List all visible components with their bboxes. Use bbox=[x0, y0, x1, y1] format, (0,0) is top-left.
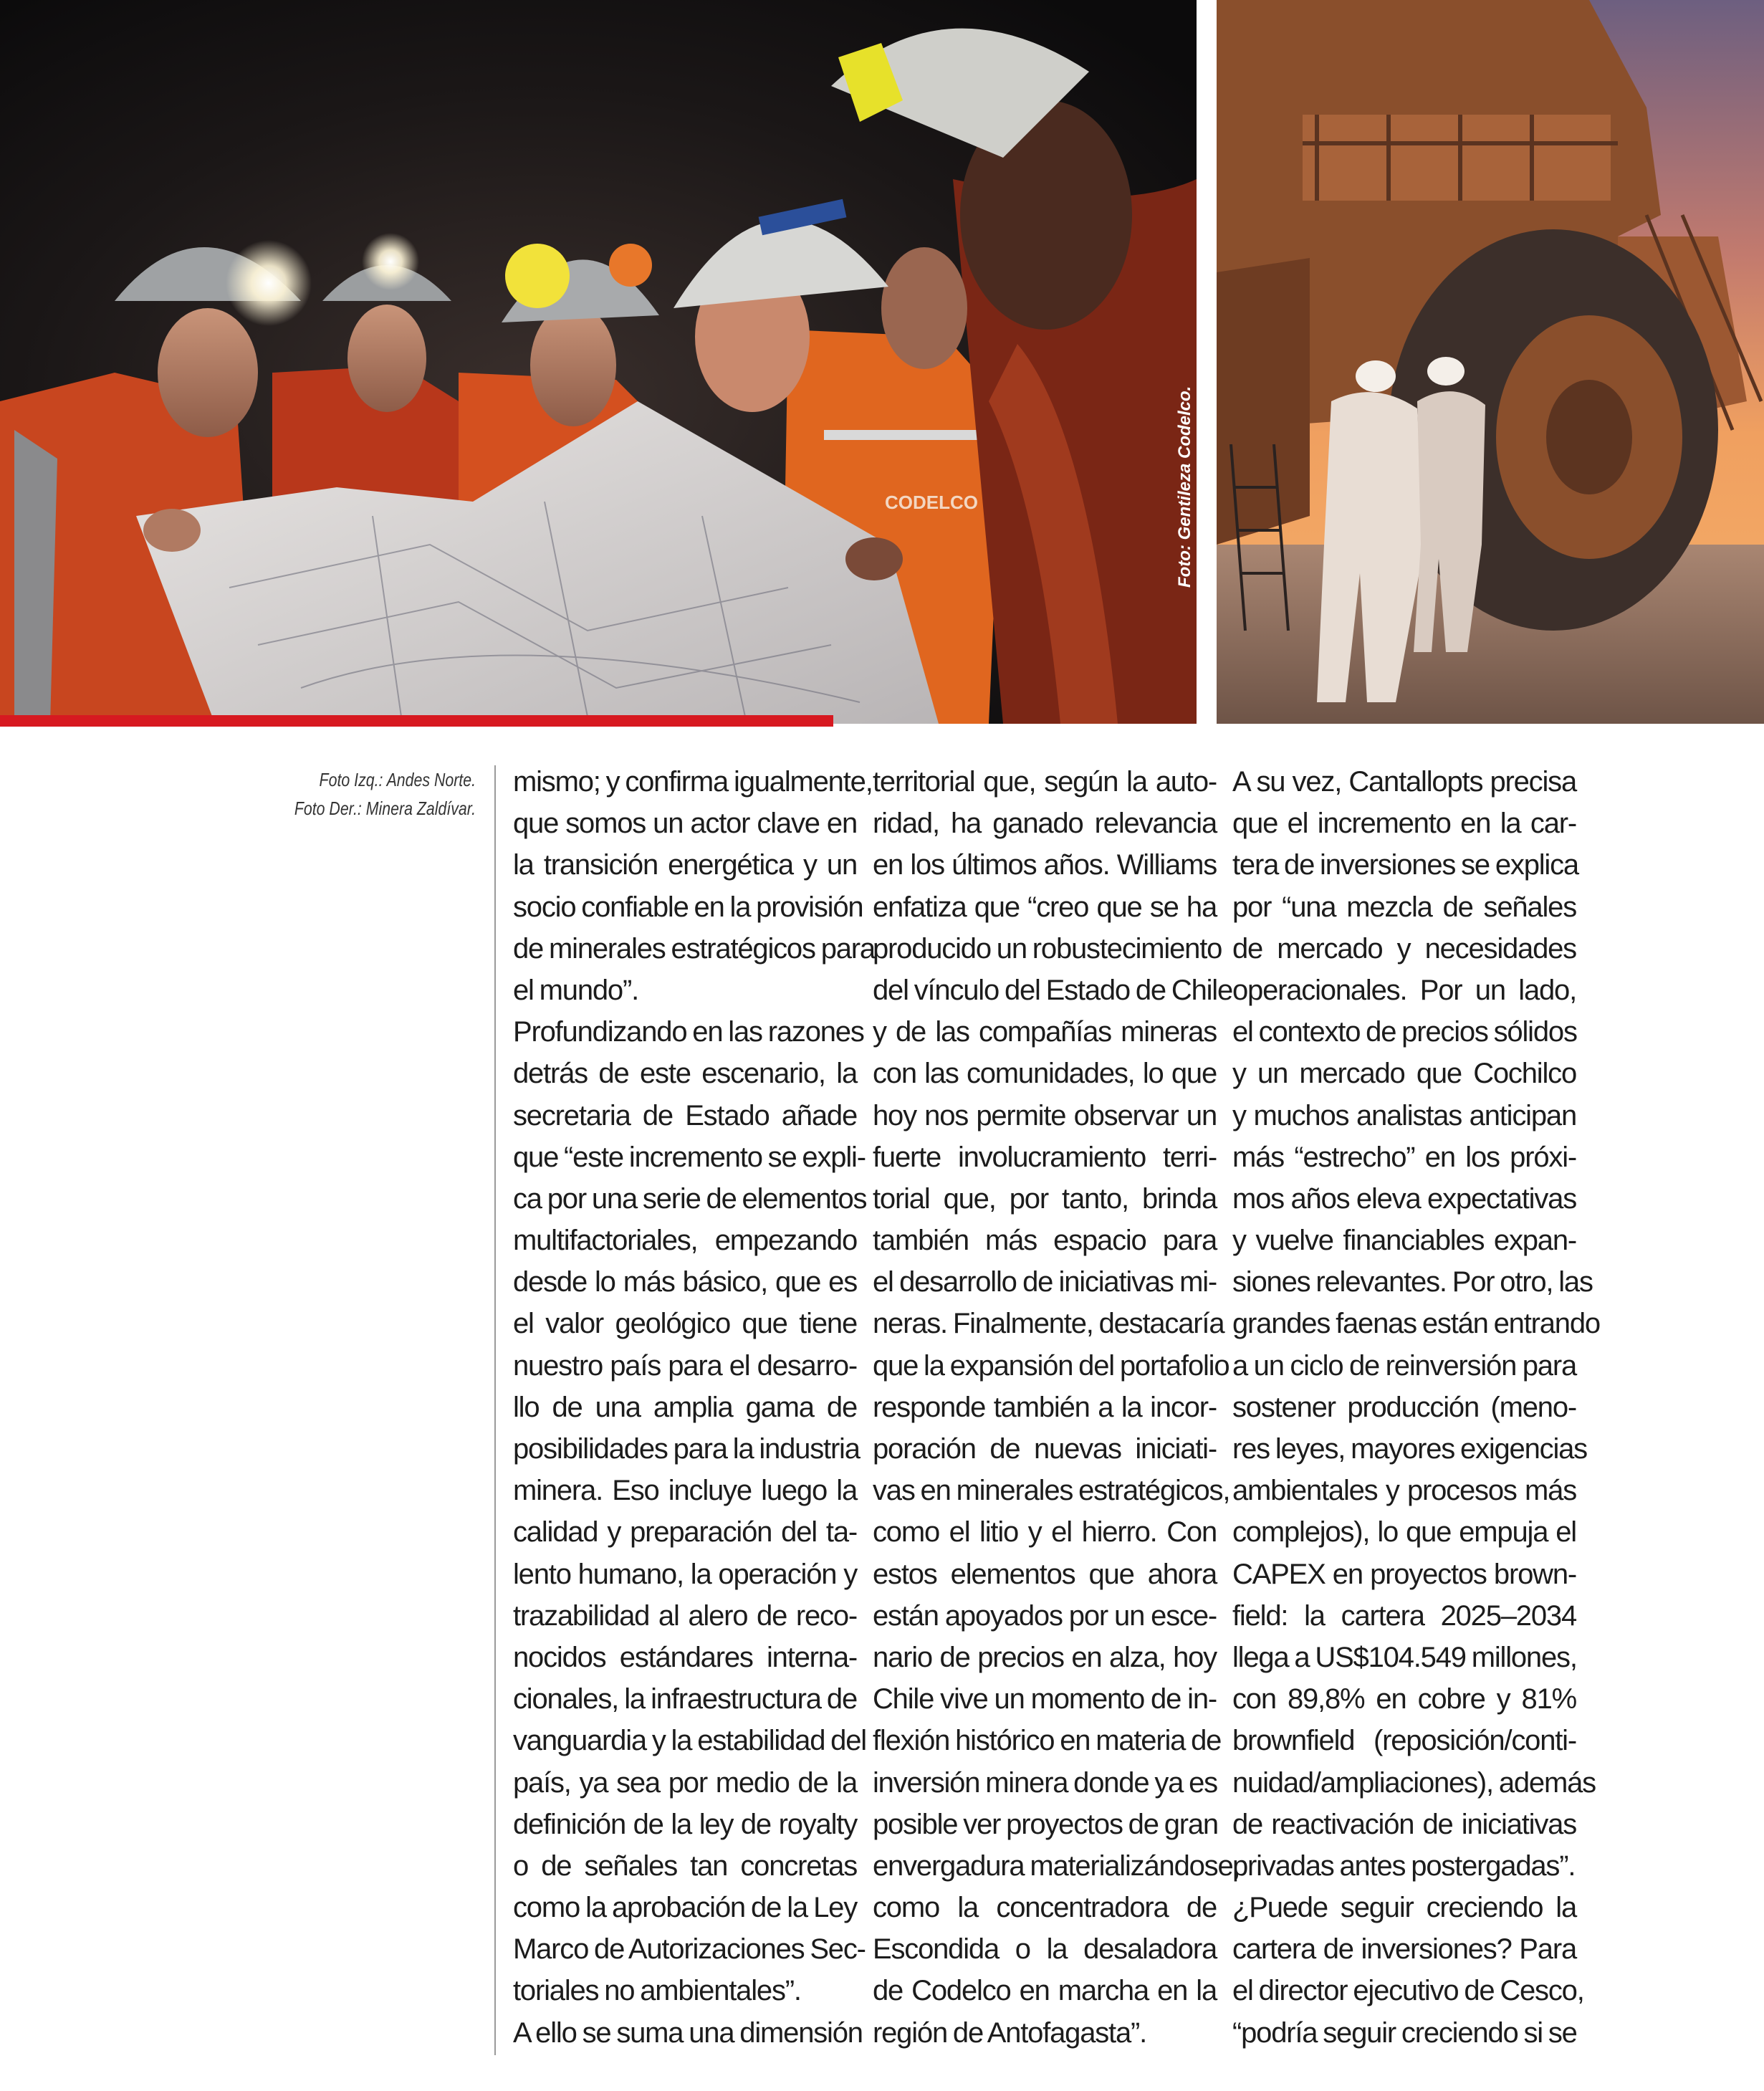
article-text-line: cionales, la infraestructura de bbox=[513, 1683, 857, 1716]
article-text-line: vas en minerales estratégicos, bbox=[873, 1475, 1230, 1507]
article-text-line: mos años eleva expectativas bbox=[1232, 1182, 1576, 1215]
photo-haul-truck bbox=[1217, 0, 1764, 724]
article-text-line: a un ciclo de reinversión para bbox=[1232, 1349, 1576, 1382]
article-text-line: field: la cartera 2025–2034 bbox=[1232, 1599, 1576, 1632]
article-text-line: toriales no ambientales”. bbox=[513, 1975, 801, 2007]
article-text-line: enfatiza que “creo que se ha bbox=[873, 891, 1217, 923]
article-text-line: desde lo más básico, que es bbox=[513, 1266, 857, 1298]
article-text-line: socio confiable en la provisión bbox=[513, 891, 863, 923]
article-text-line: ridad, ha ganado relevancia bbox=[873, 808, 1217, 840]
article-text-line: y muchos analistas anticipan bbox=[1232, 1099, 1576, 1131]
article-text-line: tera de inversiones se explica bbox=[1232, 849, 1578, 881]
article-text-line: siones relevantes. Por otro, las bbox=[1232, 1266, 1593, 1298]
article-text-line: el director ejecutivo de Cesco, bbox=[1232, 1975, 1584, 2007]
article-column-2 bbox=[873, 761, 1240, 2054]
article-text-line: y vuelve financiables expan- bbox=[1232, 1225, 1576, 1257]
article-text-line: brownfield (reposición/conti- bbox=[1232, 1725, 1576, 1757]
vest-logo-text: CODELCO bbox=[885, 492, 978, 513]
article-text-line: en los últimos años. Williams bbox=[873, 849, 1217, 881]
article-text-line: también más espacio para bbox=[873, 1225, 1217, 1257]
article-text-line: CAPEX en proyectos brown- bbox=[1232, 1558, 1576, 1590]
article-text-line: de mercado y necesidades bbox=[1232, 932, 1576, 965]
article-text-line: Marco de Autorizaciones Sec- bbox=[513, 1933, 866, 1966]
article-text-line: y de las compañías mineras bbox=[873, 1016, 1217, 1048]
article-text-line: de minerales estratégicos para bbox=[513, 932, 875, 965]
photo-credit-overlay: Foto: Gentileza Codelco. bbox=[1175, 386, 1194, 588]
article-text-line: sostener producción (meno- bbox=[1232, 1391, 1576, 1423]
article-text-line: multifactoriales, empezando bbox=[513, 1225, 857, 1257]
article-text-line: trazabilidad al alero de reco- bbox=[513, 1599, 857, 1632]
article-text-line: nocidos estándares interna- bbox=[513, 1641, 857, 1673]
article-text-line: región de Antofagasta”. bbox=[873, 2016, 1147, 2049]
article-text-line: que somos un actor clave en bbox=[513, 808, 857, 840]
photo-miners-map bbox=[0, 0, 1197, 724]
article-column-1 bbox=[513, 761, 875, 2054]
article-text-line: del vínculo del Estado de Chile bbox=[873, 974, 1233, 1006]
article-text-line: inversión minera donde ya es bbox=[873, 1766, 1217, 1799]
article-text-line: de reactivación de iniciativas bbox=[1232, 1808, 1576, 1840]
article-text-line: ambientales y procesos más bbox=[1232, 1475, 1576, 1507]
article-text-line: como el litio y el hierro. Con bbox=[873, 1516, 1217, 1549]
article-text-line: estos elementos que ahora bbox=[873, 1558, 1217, 1590]
photo-captions bbox=[215, 765, 476, 823]
article-text-line: como la aprobación de la Ley bbox=[513, 1892, 857, 1924]
article-text-line: torial que, por tanto, brinda bbox=[873, 1182, 1217, 1215]
column-divider-rule bbox=[494, 765, 496, 2055]
article-text-line: Profundizando en las razones bbox=[513, 1016, 864, 1048]
article-text-line: están apoyados por un esce- bbox=[873, 1599, 1217, 1632]
article-text-line: ¿Puede seguir creciendo la bbox=[1232, 1892, 1576, 1924]
article-text-line: el desarrollo de iniciativas mi- bbox=[873, 1266, 1217, 1298]
article-text-line: y un mercado que Cochilco bbox=[1232, 1058, 1576, 1090]
article-text-line: como la concentradora de bbox=[873, 1892, 1217, 1924]
article-text-line: privadas antes postergadas”. bbox=[1232, 1850, 1576, 1882]
article-text-line: que la expansión del portafolio bbox=[873, 1349, 1229, 1382]
article-text-line: de Codelco en marcha en la bbox=[873, 1975, 1217, 2007]
article-text-line: ca por una serie de elementos bbox=[513, 1182, 867, 1215]
article-text-line: operacionales. Por un lado, bbox=[1232, 974, 1576, 1006]
article-text-line: complejos), lo que empuja el bbox=[1232, 1516, 1576, 1549]
article-text-line: secretaria de Estado añade bbox=[513, 1099, 857, 1131]
caption-left-photo: Foto Izq.: Andes Norte. bbox=[319, 769, 476, 790]
article-text-line: mismo; y confirma igualmente, bbox=[513, 766, 873, 798]
article-text-line: territorial que, según la auto- bbox=[873, 766, 1217, 798]
article-text-line: llega a US$104.549 millones, bbox=[1232, 1641, 1577, 1673]
article-text-line: nuestro país para el desarro- bbox=[513, 1349, 857, 1382]
article-text-line: la transición energética y un bbox=[513, 849, 857, 881]
article-text-line: grandes faenas están entrando bbox=[1232, 1308, 1600, 1340]
article-text-line: calidad y preparación del ta- bbox=[513, 1516, 857, 1549]
article-text-line: “podría seguir creciendo si se bbox=[1232, 2016, 1577, 2049]
article-text-line: posibilidades para la industria bbox=[513, 1433, 860, 1465]
article-text-line: el contexto de precios sólidos bbox=[1232, 1016, 1577, 1048]
article-text-line: poración de nuevas iniciati- bbox=[873, 1433, 1217, 1465]
article-text-line: vanguardia y la estabilidad del bbox=[513, 1725, 866, 1757]
article-text-line: detrás de este escenario, la bbox=[513, 1058, 857, 1090]
article-text-line: flexión histórico en materia de bbox=[873, 1725, 1222, 1757]
article-text-line: llo de una amplia gama de bbox=[513, 1391, 857, 1423]
article-text-line: minera. Eso incluye luego la bbox=[513, 1475, 857, 1507]
article-text-line: producido un robustecimiento bbox=[873, 932, 1222, 965]
article-text-line: responde también a la incor- bbox=[873, 1391, 1217, 1423]
article-text-line: o de señales tan concretas bbox=[513, 1850, 857, 1882]
article-text-line: definición de la ley de royalty bbox=[513, 1808, 857, 1840]
article-text-line: res leyes, mayores exigencias bbox=[1232, 1433, 1587, 1465]
article-text-line: hoy nos permite observar un bbox=[873, 1099, 1217, 1131]
accent-red-bar bbox=[0, 715, 833, 727]
article-text-line: el valor geológico que tiene bbox=[513, 1308, 857, 1340]
article-text-line: el mundo”. bbox=[513, 974, 638, 1006]
article-text-line: con 89,8% en cobre y 81% bbox=[1232, 1683, 1576, 1716]
article-text-line: posible ver proyectos de gran bbox=[873, 1808, 1218, 1840]
article-text-line: con las comunidades, lo que bbox=[873, 1058, 1217, 1090]
article-text-line: que el incremento en la car- bbox=[1232, 808, 1576, 840]
article-text-line: cartera de inversiones? Para bbox=[1232, 1933, 1576, 1966]
article-text-line: Escondida o la desaladora bbox=[873, 1933, 1217, 1966]
article-text-line: por “una mezcla de señales bbox=[1232, 891, 1576, 923]
article-text-line: lento humano, la operación y bbox=[513, 1558, 857, 1590]
article-text-line: nuidad/ampliaciones), además bbox=[1232, 1766, 1596, 1799]
article-text-line: neras. Finalmente, destacaría bbox=[873, 1308, 1224, 1340]
article-text-line: A ello se suma una dimensión bbox=[513, 2016, 863, 2049]
article-text-line: más “estrecho” en los próxi- bbox=[1232, 1141, 1576, 1173]
article-text-line: nario de precios en alza, hoy bbox=[873, 1641, 1217, 1673]
caption-right-photo: Foto Der.: Minera Zaldívar. bbox=[294, 798, 476, 819]
article-text-line: país, ya sea por medio de la bbox=[513, 1766, 857, 1799]
article-text-line: fuerte involucramiento terri- bbox=[873, 1141, 1217, 1173]
article-text-line: Chile vive un momento de in- bbox=[873, 1683, 1217, 1716]
article-text-line: envergadura materializándose, bbox=[873, 1850, 1240, 1882]
article-column-3 bbox=[1232, 761, 1600, 2054]
article-text-line: A su vez, Cantallopts precisa bbox=[1232, 766, 1576, 798]
article-text-line: que “este incremento se expli- bbox=[513, 1141, 866, 1173]
